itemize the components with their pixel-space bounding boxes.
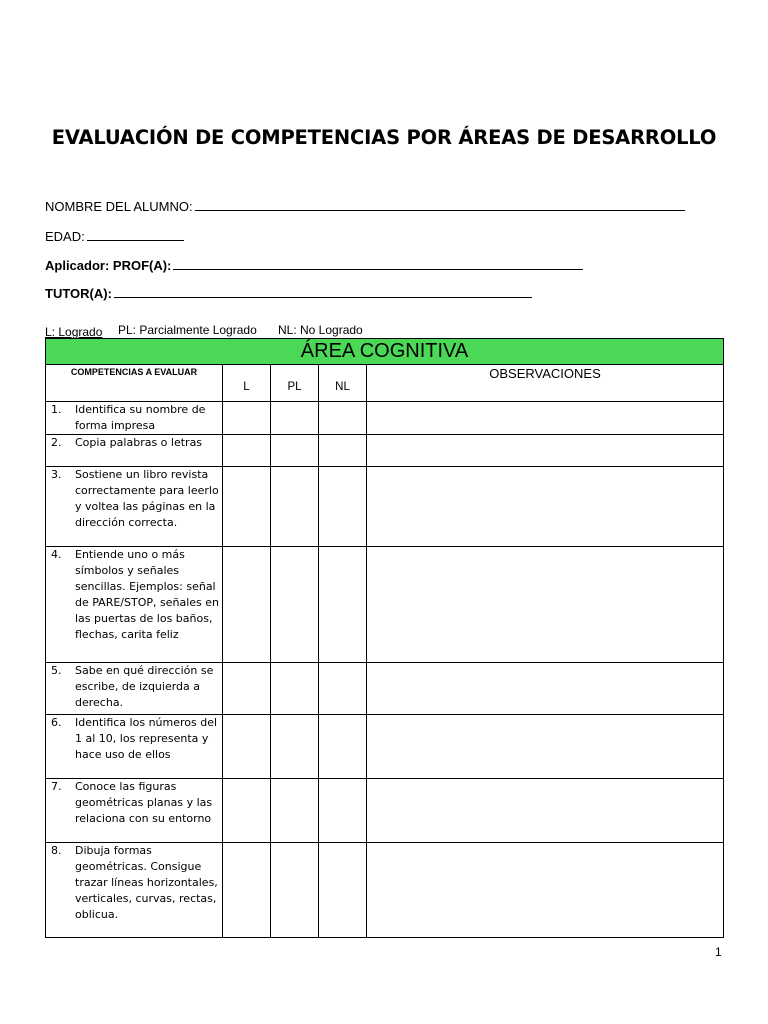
applicator-blank[interactable]	[173, 258, 583, 270]
nl-header: NL	[319, 365, 367, 402]
item-number: 1.	[51, 403, 62, 416]
observaciones-cell[interactable]	[367, 663, 724, 715]
item-text: Dibuja formas geométricas. Consigue trazar líneas horizontales, verticales, curvas, rectas, oblicua.	[75, 844, 218, 921]
item-number: 4.	[51, 548, 62, 561]
pl-cell[interactable]	[271, 715, 319, 779]
student-name-label: NOMBRE DEL ALUMNO:	[45, 199, 193, 214]
competencia-cell	[46, 779, 223, 843]
applicator-field	[45, 258, 583, 273]
pl-cell[interactable]	[271, 663, 319, 715]
age-field	[45, 229, 184, 244]
nl-cell[interactable]	[319, 843, 367, 938]
item-number: 3.	[51, 468, 62, 481]
l-header: L	[223, 365, 271, 402]
item-text: Identifica su nombre de forma impresa	[75, 403, 206, 432]
item-number: 8.	[51, 844, 62, 857]
table-row	[46, 435, 724, 467]
l-cell[interactable]	[223, 402, 271, 435]
item-text: Conoce las figuras geométricas planas y las relaciona con su entorno	[75, 780, 213, 825]
table-row	[46, 402, 724, 435]
table-row	[46, 715, 724, 779]
l-cell[interactable]	[223, 435, 271, 467]
observaciones-cell[interactable]	[367, 715, 724, 779]
competencia-cell	[46, 715, 223, 779]
nl-cell[interactable]	[319, 435, 367, 467]
l-cell[interactable]	[223, 779, 271, 843]
evaluation-table	[45, 338, 724, 938]
l-cell[interactable]	[223, 715, 271, 779]
pl-cell[interactable]	[271, 843, 319, 938]
table-row	[46, 547, 724, 663]
nl-cell[interactable]	[319, 779, 367, 843]
table-row	[46, 779, 724, 843]
competencia-cell	[46, 843, 223, 938]
competencia-cell	[46, 467, 223, 547]
item-text: Sabe en qué dirección se escribe, de izquierda a derecha.	[75, 664, 214, 709]
nl-cell[interactable]	[319, 715, 367, 779]
observaciones-cell[interactable]	[367, 435, 724, 467]
l-cell[interactable]	[223, 467, 271, 547]
pl-cell[interactable]	[271, 435, 319, 467]
observaciones-header: OBSERVACIONES	[367, 365, 724, 402]
observaciones-cell[interactable]	[367, 467, 724, 547]
table-row	[46, 663, 724, 715]
item-number: 7.	[51, 780, 62, 793]
legend-no-logrado: NL: No Logrado	[278, 323, 363, 337]
table-row	[46, 843, 724, 938]
nl-cell[interactable]	[319, 467, 367, 547]
observaciones-cell[interactable]	[367, 843, 724, 938]
item-text: Sostiene un libro revista correctamente para leerlo y voltea las páginas en la dirección correcta.	[75, 468, 219, 529]
pl-cell[interactable]	[271, 779, 319, 843]
observaciones-cell[interactable]	[367, 547, 724, 663]
observaciones-cell[interactable]	[367, 779, 724, 843]
tutor-label: TUTOR(A):	[45, 286, 112, 301]
competencia-cell	[46, 663, 223, 715]
pl-cell[interactable]	[271, 467, 319, 547]
area-header-row	[46, 339, 724, 365]
item-number: 6.	[51, 716, 62, 729]
nl-cell[interactable]	[319, 547, 367, 663]
nl-cell[interactable]	[319, 663, 367, 715]
item-number: 2.	[51, 436, 62, 449]
pl-cell[interactable]	[271, 547, 319, 663]
item-text: Copia palabras o letras	[75, 436, 203, 449]
area-title: ÁREA COGNITIVA	[46, 339, 724, 365]
page-number: 1	[715, 945, 722, 959]
age-blank[interactable]	[87, 229, 184, 241]
competencia-cell	[46, 402, 223, 435]
legend-logrado: L: Logrado	[45, 325, 103, 339]
nl-cell[interactable]	[319, 402, 367, 435]
observaciones-cell[interactable]	[367, 402, 724, 435]
item-number: 5.	[51, 664, 62, 677]
competencia-cell	[46, 435, 223, 467]
column-header-row	[46, 365, 724, 402]
pl-cell[interactable]	[271, 402, 319, 435]
tutor-blank[interactable]	[114, 286, 532, 298]
l-cell[interactable]	[223, 663, 271, 715]
student-name-blank[interactable]	[195, 199, 685, 211]
legend-parcialmente-logrado: PL: Parcialmente Logrado	[118, 323, 257, 337]
pl-header: PL	[271, 365, 319, 402]
applicator-label: Aplicador: PROF(A):	[45, 258, 172, 273]
age-label: EDAD:	[45, 229, 85, 244]
l-cell[interactable]	[223, 843, 271, 938]
item-text: Identifica los números del 1 al 10, los representa y hace uso de ellos	[75, 716, 218, 761]
item-text: Entiende uno o más símbolos y señales sencillas. Ejemplos: señal de PARE/STOP, señales en las puertas de los baños, flechas, carita feliz	[75, 548, 219, 641]
l-cell[interactable]	[223, 547, 271, 663]
competencia-cell	[46, 547, 223, 663]
page-title: EVALUACIÓN DE COMPETENCIAS POR ÁREAS DE DESARROLLO	[51, 126, 717, 149]
student-name-field	[45, 199, 685, 214]
competencias-header: COMPETENCIAS A EVALUAR	[46, 365, 223, 402]
table-row	[46, 467, 724, 547]
tutor-field	[45, 286, 532, 301]
